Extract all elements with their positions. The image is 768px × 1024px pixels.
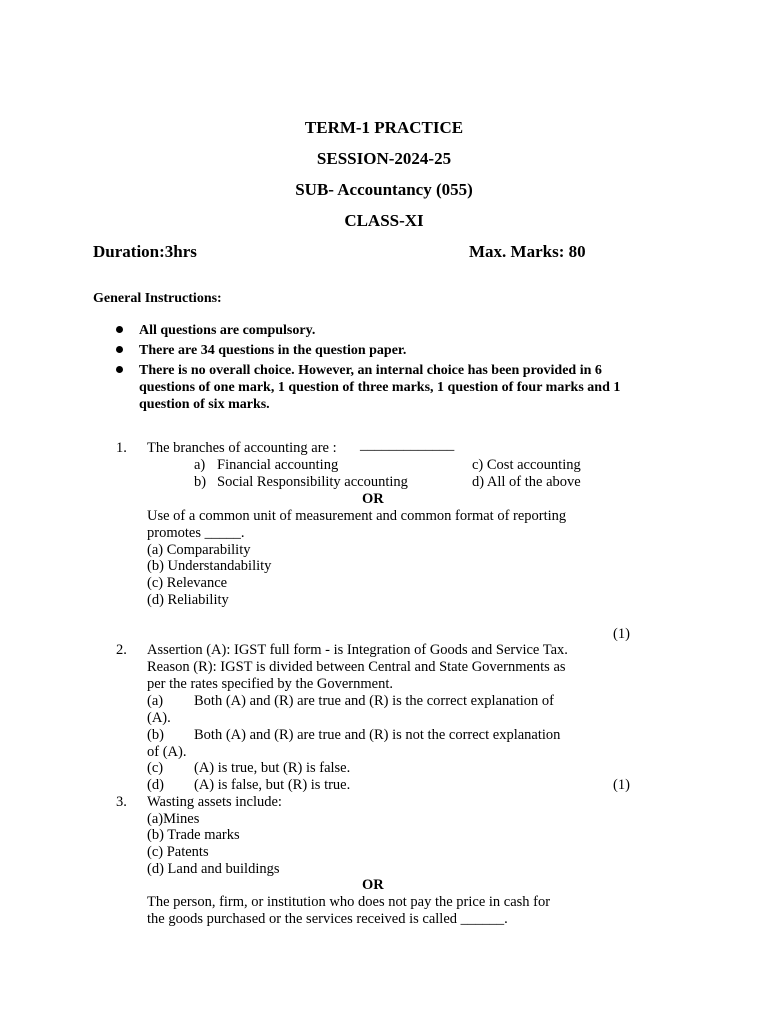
q1-or-label: OR	[362, 491, 384, 507]
bullet-icon	[116, 326, 123, 333]
q3-alt-text: The person, firm, or institution who does not pay the price in cash for	[147, 894, 551, 910]
q1-option-a: Financial accounting	[217, 457, 339, 473]
duration-label: Duration:3hrs	[93, 242, 197, 261]
q2-reason: Reason (R): IGST is divided between Central and State Governments as	[147, 659, 566, 675]
q2-option-c: (A) is true, but (R) is false.	[194, 760, 351, 776]
q2-option-b-label: (b)	[147, 727, 164, 743]
q1-option-b: Social Responsibility accounting	[217, 474, 408, 490]
q2-option-a: Both (A) and (R) are true and (R) is the correct explanation of	[194, 693, 554, 709]
max-marks-label: Max. Marks: 80	[469, 242, 586, 261]
q1-alt-text: Use of a common unit of measurement and common format of reporting	[147, 508, 567, 524]
q1-option-b-label: b)	[194, 474, 207, 490]
q1-alt-option-d: (d) Reliability	[147, 592, 229, 608]
q2-assertion: Assertion (A): IGST full form - is Integration of Goods and Service Tax.	[147, 642, 568, 658]
q3-option-c: (c) Patents	[147, 844, 209, 860]
instruction-item-cont: question of six marks.	[139, 397, 270, 412]
q2-option-b-cont: of (A).	[147, 744, 187, 760]
instruction-item: There are 34 questions in the question paper.	[139, 343, 407, 358]
q3-alt-text-cont: the goods purchased or the services received is called ______.	[147, 911, 508, 927]
session-label: SESSION-2024-25	[316, 149, 452, 168]
q1-option-c: c) Cost accounting	[472, 457, 581, 473]
q1-marks: (1)	[613, 626, 630, 642]
q1-option-d: d) All of the above	[472, 474, 581, 490]
bullet-icon	[116, 366, 123, 373]
q3-number: 3.	[116, 794, 127, 810]
instruction-item-cont: questions of one mark, 1 question of three marks, 1 question of four marks and 1	[139, 380, 621, 395]
q3-text: Wasting assets include:	[147, 794, 282, 810]
class-label: CLASS-XI	[344, 211, 424, 230]
q2-option-a-cont: (A).	[147, 710, 171, 726]
bullet-icon	[116, 346, 123, 353]
q1-alt-option-b: (b) Understandability	[147, 558, 272, 574]
q3-option-d: (d) Land and buildings	[147, 861, 280, 877]
q3-or-label: OR	[362, 877, 384, 893]
q3-option-b: (b) Trade marks	[147, 827, 240, 843]
q2-number: 2.	[116, 642, 127, 658]
q1-option-a-label: a)	[194, 457, 206, 473]
instruction-item: There is no overall choice. However, an internal choice has been provided in 6	[139, 363, 602, 378]
q2-option-a-label: (a)	[147, 693, 164, 709]
q1-alt-option-a: (a) Comparability	[147, 542, 251, 558]
q1-text: The branches of accounting are :	[147, 440, 337, 456]
q3-option-a: (a)Mines	[147, 811, 200, 827]
q2-option-c-label: (c)	[147, 760, 164, 776]
subject-label: SUB- Accountancy (055)	[295, 180, 473, 199]
paper-title: TERM-1 PRACTICE	[304, 118, 464, 137]
q1-blank: _____________	[360, 437, 455, 453]
q1-alt-option-c: (c) Relevance	[147, 575, 228, 591]
q1-alt-text-cont: promotes _____.	[147, 525, 245, 541]
instruction-item: All questions are compulsory.	[139, 323, 316, 338]
q2-option-d-label: (d)	[147, 777, 164, 793]
q1-number: 1.	[116, 440, 127, 456]
q2-option-b: Both (A) and (R) are true and (R) is not the correct explanation	[194, 727, 561, 743]
q2-option-d: (A) is false, but (R) is true.	[194, 777, 351, 793]
instructions-heading: General Instructions:	[93, 291, 222, 306]
q2-marks: (1)	[613, 777, 630, 793]
q2-reason-cont: per the rates specified by the Government.	[147, 676, 394, 692]
